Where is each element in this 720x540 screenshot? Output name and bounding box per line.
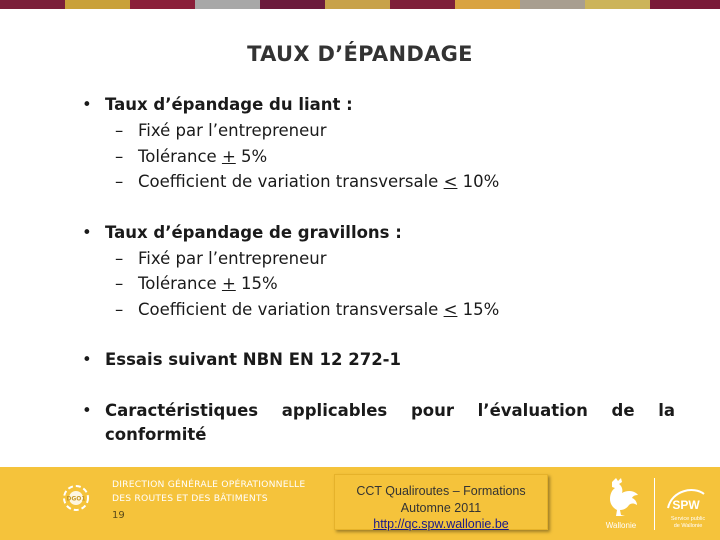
sub-value: 10% (457, 172, 500, 191)
dgo-line: DIRECTION GÉNÉRALE OPÉRATIONNELLE (112, 479, 306, 490)
sub-value: 5% (235, 146, 268, 166)
sub-text: Tolérance (138, 146, 222, 166)
sub-dash: – (115, 146, 124, 166)
cct-line: Automne 2011 (400, 500, 482, 515)
spw-logo-text: SPW (672, 498, 700, 512)
slide-title: TAUX D’ÉPANDAGE (247, 42, 473, 66)
sub-text: Coefficient de variation transversale (138, 299, 444, 319)
bullet-item (82, 92, 682, 118)
sub-dash: – (115, 248, 124, 268)
top-bar-segment (650, 0, 720, 9)
top-bar-segment (195, 0, 260, 9)
spw-sub-line: Service public (670, 516, 706, 522)
bullet-dot: • (82, 95, 92, 114)
bullet-item (82, 347, 682, 373)
sub-value: 15% (235, 274, 278, 293)
sub-text: Coefficient de variation transversale (138, 172, 444, 191)
dgo-line: DES ROUTES ET DES BÂTIMENTS (112, 493, 268, 504)
top-bar-segment (455, 0, 520, 9)
cct-website-link[interactable]: http://qc.spw.wallonie.be (373, 517, 509, 531)
bullet-text: Taux d’épandage de gravillons : (105, 222, 402, 242)
sub-dash: – (115, 299, 124, 319)
bullet-dot: • (82, 222, 92, 242)
sub-item (82, 118, 682, 144)
sub-dash: – (115, 172, 124, 191)
bullet-item (82, 399, 675, 447)
top-bar-segment (0, 0, 65, 9)
sub-text: Tolérance (138, 274, 222, 293)
top-bar-segment (65, 0, 130, 9)
spw-sub-line: de Wallonie (673, 523, 703, 529)
dgo-department-text (112, 478, 305, 520)
spw-subtitle (664, 516, 712, 530)
cct-line: CCT Qualiroutes – Formations (356, 484, 526, 498)
sub-item (82, 271, 682, 297)
dgo1-logo-icon (62, 484, 90, 512)
bullet-dot: • (82, 350, 92, 369)
top-color-bar (0, 0, 720, 9)
top-bar-segment (390, 0, 455, 9)
sub-value: 15% (457, 299, 500, 319)
sub-text: Fixé par l’entrepreneur (138, 248, 327, 268)
footer-divider (654, 478, 655, 530)
sub-dash: – (115, 274, 124, 293)
bullet-text: Taux d’épandage du liant : (105, 95, 353, 114)
plusminus-symbol: + (221, 274, 236, 293)
page-number: 19 (112, 510, 125, 521)
sub-dash: – (115, 121, 124, 140)
bullet-item (82, 220, 682, 246)
slide-content (82, 92, 682, 447)
sub-item (82, 144, 682, 170)
sub-item (82, 169, 682, 195)
dgo1-logo-text: DGO1 (66, 495, 86, 503)
sub-item (82, 297, 682, 323)
top-bar-segment (585, 0, 650, 9)
top-bar-segment (325, 0, 390, 9)
cct-info-box (334, 474, 548, 530)
sub-text: Fixé par l’entrepreneur (138, 121, 327, 140)
less-equal-symbol: < (443, 172, 458, 191)
spw-logo-icon (664, 484, 708, 514)
top-bar-segment (260, 0, 325, 9)
top-bar-segment (130, 0, 195, 9)
plusminus-symbol: + (221, 146, 236, 166)
wallonie-label: Wallonie (605, 521, 637, 530)
less-equal-symbol: < (443, 299, 458, 319)
top-bar-segment (520, 0, 585, 9)
bullet-text: Essais suivant NBN EN 12 272-1 (105, 350, 402, 369)
bullet-dot: • (82, 401, 92, 420)
sub-item (82, 246, 682, 272)
bullet-text: Caractéristiques applicables pour l’évaluation de la conformité (105, 401, 675, 444)
wallonie-rooster-icon (598, 476, 644, 520)
